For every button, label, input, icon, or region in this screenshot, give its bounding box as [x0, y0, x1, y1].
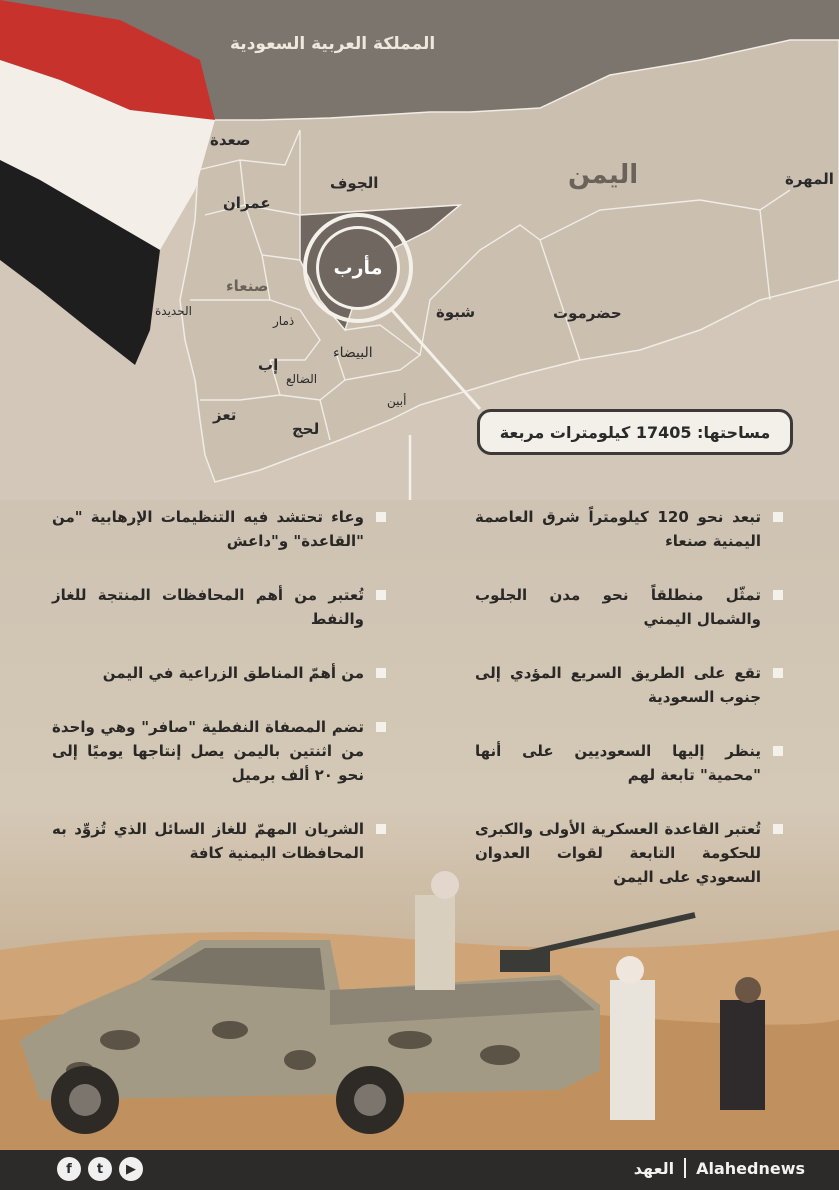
facebook-icon[interactable]: f: [57, 1157, 81, 1181]
label-shabwa: شبوة: [436, 303, 476, 321]
area-callout: مساحتها: 17405 كيلومترات مربعة: [477, 409, 793, 455]
label-abyan: أبين: [387, 394, 407, 408]
fact-item: ينظر إليها السعوديين على أنها "محمية" تابعة لهم: [475, 739, 787, 787]
fact-item: تبعد نحو 120 كيلومتراً شرق العاصمة اليمنية صنعاء: [475, 505, 787, 553]
alahed-logo: العهد: [633, 1158, 675, 1178]
label-mahra: المهرة: [785, 170, 834, 188]
youtube-icon[interactable]: ▶: [119, 1157, 143, 1181]
bullet-square-icon: [376, 590, 386, 600]
label-lahj: لحج: [292, 420, 320, 438]
fact-item: تُعتبر من أهم المحافظات المنتجة للغاز والنفط: [52, 583, 390, 631]
fact-item: تقع على الطريق السريع المؤدي إلى جنوب السعودية: [475, 661, 787, 709]
desert-scene-photo: [0, 830, 839, 1150]
bullet-square-icon: [773, 590, 783, 600]
bullet-square-icon: [376, 722, 386, 732]
fact-item: وعاء تحتشد فيه التنظيمات الإرهابية "من "القاعدة" و"داعش: [52, 505, 390, 553]
label-hadramawt: حضرموت: [553, 304, 622, 322]
brand-divider: [684, 1158, 686, 1178]
label-taiz: تعز: [213, 406, 237, 424]
bullet-square-icon: [376, 668, 386, 678]
label-hudaydah: الحديدة: [155, 304, 192, 318]
bullet-square-icon: [376, 512, 386, 522]
fact-item: تُعتبر القاعدة العسكرية الأولى والكبرى للحكومة التابعة لقوات العدوان السعودي على اليمن: [475, 817, 787, 889]
twitter-icon[interactable]: t: [88, 1157, 112, 1181]
label-amran: عمران: [223, 194, 271, 212]
label-jawf: الجوف: [330, 174, 379, 192]
label-saada: صعدة: [210, 131, 251, 149]
label-ibb: إب: [258, 356, 279, 374]
brand-name: Alahednews: [696, 1158, 805, 1178]
label-sanaa: صنعاء: [226, 277, 269, 295]
label-dhamar: ذمار: [273, 314, 295, 328]
brand-block: [634, 1158, 805, 1178]
label-bayda: البيضاء: [333, 345, 373, 361]
label-dhale: الضالع: [286, 372, 318, 386]
fact-item: الشريان المهمّ للغاز السائل الذي تُزوِّد به المحافظات اليمنية كافة: [52, 817, 390, 865]
bullet-square-icon: [773, 746, 783, 756]
fact-item: تضم المصفاة النفطية "صافر" وهي واحدة من اثنتين باليمن يصل إنتاجها يوميًا إلى نحو ٢٠ ألف برميل: [52, 715, 390, 787]
fact-item: تمثّل منطلقاً نحو مدن الجلوب والشمال اليمني: [475, 583, 787, 631]
bullet-square-icon: [773, 512, 783, 522]
bullet-square-icon: [773, 668, 783, 678]
label-saudi-arabia: المملكة العربية السعودية: [230, 34, 436, 54]
fact-item: من أهمّ المناطق الزراعية في اليمن: [52, 661, 390, 685]
marib-label: مأرب: [316, 226, 400, 310]
label-yemen: اليمن: [568, 160, 639, 190]
